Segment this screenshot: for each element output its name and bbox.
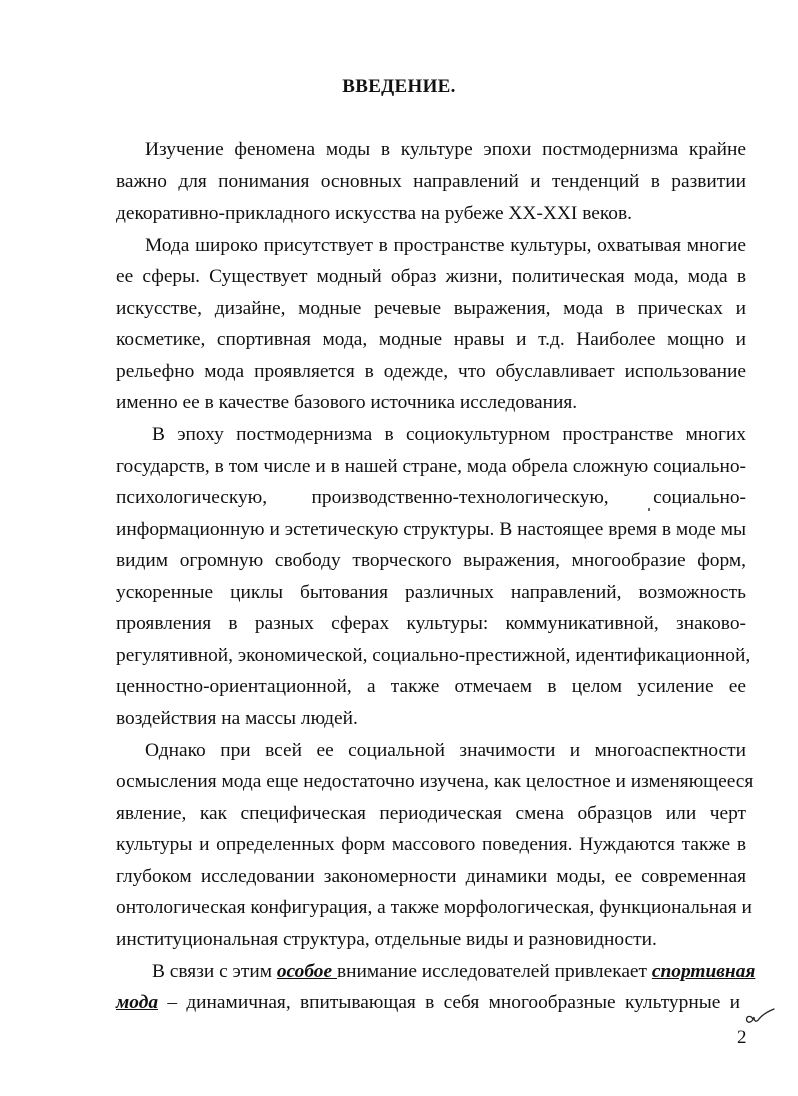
text-line: именно ее в качестве базового источника исследования.	[116, 392, 578, 413]
text-line: глубоком исследовании закономерности динамики моды, ее современная	[116, 866, 746, 887]
text-line: Однако при всей ее социальной значимости и многоаспектности	[145, 740, 746, 761]
text-line: регулятивной, экономической, социально-престижной, идентификационной,	[116, 645, 751, 666]
text-line: культуры и определенных форм массового поведения. Нуждаются также в	[116, 834, 746, 855]
text-line: психологическую, производственно-технологическую, социально-	[116, 487, 746, 508]
text-line	[116, 992, 740, 1014]
text-line: ее сферы. Существует модный образ жизни, политическая мода, мода в	[116, 266, 746, 287]
text-line: воздействия на массы людей.	[116, 708, 358, 729]
text-line: информационную и эстетическую структуры. В настоящее время в моде мы	[116, 519, 746, 540]
text-line: ускоренные циклы бытования различных направлений, возможность	[116, 582, 746, 603]
text-line: рельефно мода проявляется в одежде, что обуславливает использование	[116, 361, 746, 382]
text-line: косметике, спортивная мода, модные нравы и т.д. Наиболее мощно и	[116, 329, 746, 350]
page-title: ВВЕДЕНИЕ.	[342, 76, 456, 97]
text-line: Мода широко присутствует в пространстве культуры, охватывая многие	[145, 235, 746, 256]
text-line: онтологическая конфигурация, а также морфологическая, функциональная и	[116, 897, 752, 918]
text-run: – динамичная, впитывающая в себя многообразные культурные и	[158, 992, 740, 1013]
text-line: ценностно-ориентационной, а также отмечаем в целом усиление ее	[116, 676, 746, 697]
text-line: явление, как специфическая периодическая смена образцов или черт	[116, 803, 746, 824]
emphasis-sportivnaya: спортивная	[651, 961, 756, 982]
emphasis-osoboe: особое	[276, 961, 337, 982]
text-line: осмысления мода еще недостаточно изучена, как целостное и изменяющееся	[116, 771, 754, 792]
text-line: В эпоху постмодернизма в социокультурном пространстве многих	[152, 424, 746, 445]
page-number: 2	[737, 1027, 747, 1048]
text-run: В связи с этим	[152, 961, 277, 982]
text-line	[152, 961, 756, 983]
text-line: проявления в разных сферах культуры: коммуникативной, знаково-	[116, 613, 746, 634]
text-line: Изучение феномена моды в культуре эпохи постмодернизма крайне	[145, 139, 746, 160]
handwritten-annotation	[743, 1007, 777, 1029]
pen-mark	[648, 508, 650, 511]
text-line: важно для понимания основных направлений и тенденций в развитии	[116, 171, 746, 192]
text-line: видим огромную свободу творческого выражения, многообразие форм,	[116, 550, 746, 571]
emphasis-moda: мода	[116, 992, 159, 1013]
text-line: институциональная структура, отдельные виды и разновидности.	[116, 929, 657, 950]
text-run: внимание исследователей привлекает	[336, 961, 652, 982]
text-line: искусстве, дизайне, модные речевые выражения, мода в прическах и	[116, 298, 746, 319]
text-line: государств, в том числе и в нашей стране, мода обрела сложную социально-	[116, 456, 746, 477]
text-line: декоративно-прикладного искусства на рубеже ХХ-ХХI веков.	[116, 203, 632, 224]
